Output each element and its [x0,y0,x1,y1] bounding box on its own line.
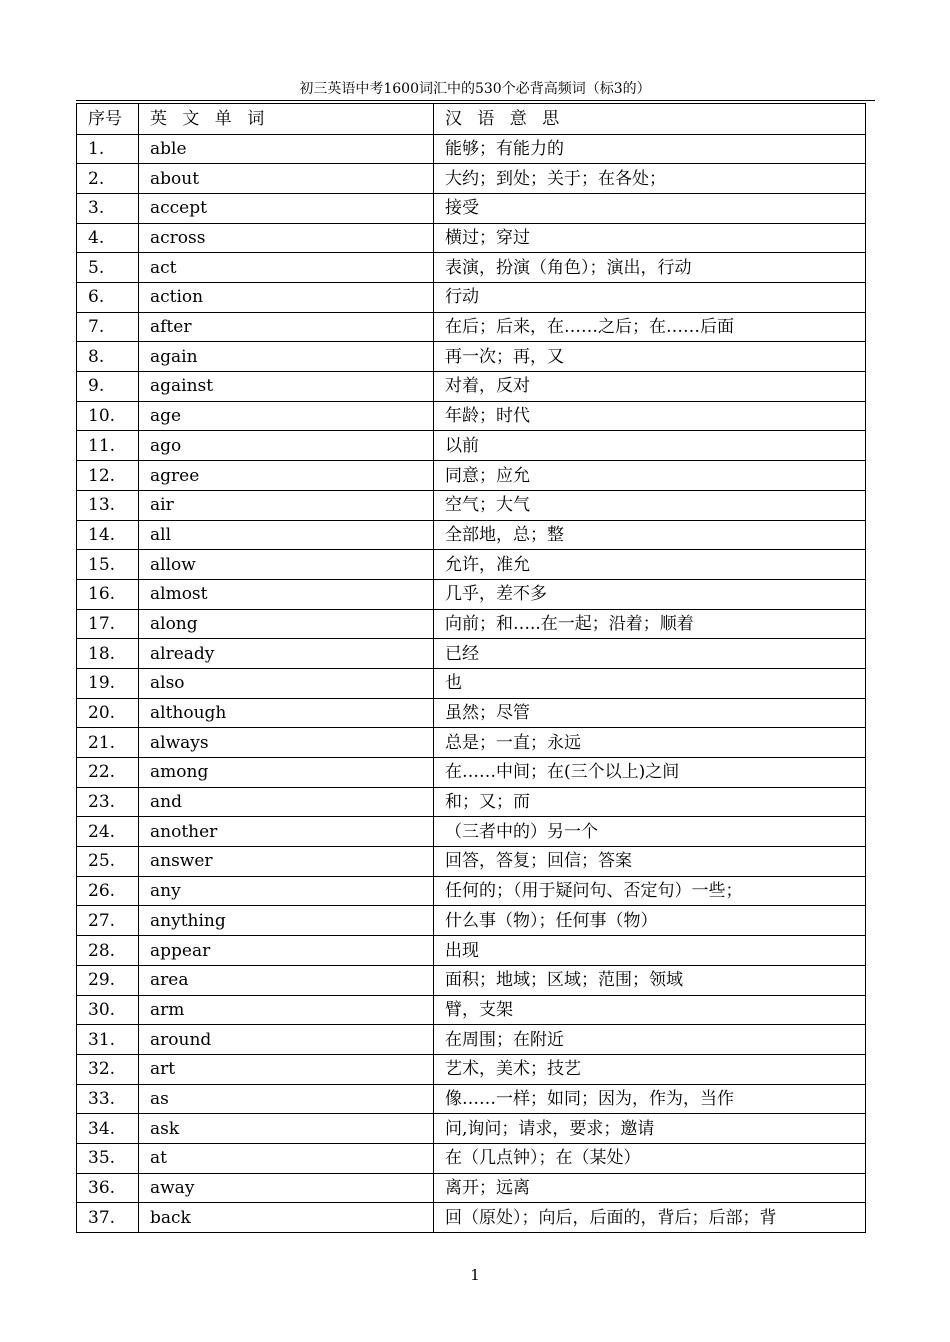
chinese-meaning: 已经 [434,639,866,669]
table-row [77,1114,866,1144]
row-number: 6. [77,283,139,313]
english-word: after [139,312,434,342]
english-word: art [139,1054,434,1084]
english-word: agree [139,461,434,491]
english-word: act [139,253,434,283]
chinese-meaning: 允许，准允 [434,550,866,580]
row-number: 26. [77,876,139,906]
chinese-meaning: 也 [434,668,866,698]
table-header-row [77,104,866,135]
vocabulary-table-body [77,104,866,1233]
vocabulary-table [76,103,866,1233]
row-number: 25. [77,847,139,877]
english-word: arm [139,995,434,1025]
english-word: back [139,1203,434,1233]
english-word: able [139,134,434,164]
row-number: 27. [77,906,139,936]
english-word: ask [139,1114,434,1144]
header-chinese-meaning: 汉 语 意 思 [434,104,866,135]
english-word: answer [139,847,434,877]
english-word: around [139,1025,434,1055]
page-number: 1 [470,1266,480,1284]
english-word: anything [139,906,434,936]
row-number: 5. [77,253,139,283]
chinese-meaning: 和；又；而 [434,787,866,817]
row-number: 3. [77,193,139,223]
english-word: action [139,283,434,313]
chinese-meaning: 回答，答复；回信；答案 [434,847,866,877]
table-row [77,223,866,253]
row-number: 1. [77,134,139,164]
chinese-meaning: 年龄；时代 [434,401,866,431]
row-number: 36. [77,1173,139,1203]
chinese-meaning: 出现 [434,936,866,966]
chinese-meaning: 问,询问；请求，要求；邀请 [434,1114,866,1144]
chinese-meaning: 在周围；在附近 [434,1025,866,1055]
table-row [77,876,866,906]
row-number: 4. [77,223,139,253]
chinese-meaning: 同意；应允 [434,461,866,491]
row-number: 32. [77,1054,139,1084]
row-number: 12. [77,461,139,491]
table-row [77,134,866,164]
table-row [77,1143,866,1173]
table-row [77,193,866,223]
table-row [77,312,866,342]
chinese-meaning: 总是；一直；永远 [434,728,866,758]
chinese-meaning: 回（原处）；向后，后面的，背后；后部；背 [434,1203,866,1233]
chinese-meaning: 离开；远离 [434,1173,866,1203]
header-number: 序号 [77,104,139,135]
chinese-meaning: 对着，反对 [434,372,866,402]
row-number: 31. [77,1025,139,1055]
chinese-meaning: 面积；地域；区域；范围；领域 [434,965,866,995]
english-word: appear [139,936,434,966]
table-row [77,1054,866,1084]
chinese-meaning: 在……中间；在(三个以上)之间 [434,758,866,788]
table-row [77,520,866,550]
english-word: area [139,965,434,995]
row-number: 22. [77,758,139,788]
english-word: also [139,668,434,698]
table-row [77,253,866,283]
table-row [77,1173,866,1203]
table-row [77,550,866,580]
table-row [77,1203,866,1233]
row-number: 29. [77,965,139,995]
chinese-meaning: 任何的；（用于疑问句、否定句）一些； [434,876,866,906]
chinese-meaning: 以前 [434,431,866,461]
english-word: almost [139,579,434,609]
english-word: again [139,342,434,372]
english-word: age [139,401,434,431]
row-number: 34. [77,1114,139,1144]
english-word: accept [139,193,434,223]
chinese-meaning: 几乎，差不多 [434,579,866,609]
table-row [77,1025,866,1055]
table-row [77,639,866,669]
table-row [77,372,866,402]
english-word: all [139,520,434,550]
row-number: 19. [77,668,139,698]
row-number: 15. [77,550,139,580]
chinese-meaning: 臂，支架 [434,995,866,1025]
english-word: any [139,876,434,906]
chinese-meaning: 全部地，总；整 [434,520,866,550]
table-row [77,283,866,313]
table-row [77,817,866,847]
row-number: 17. [77,609,139,639]
table-row [77,698,866,728]
header-rule [76,100,875,101]
table-row [77,1084,866,1114]
chinese-meaning: 再一次；再，又 [434,342,866,372]
table-row [77,787,866,817]
table-row [77,965,866,995]
english-word: among [139,758,434,788]
table-row [77,995,866,1025]
english-word: although [139,698,434,728]
row-number: 2. [77,164,139,194]
chinese-meaning: 虽然；尽管 [434,698,866,728]
row-number: 16. [77,579,139,609]
row-number: 14. [77,520,139,550]
chinese-meaning: 接受 [434,193,866,223]
row-number: 13. [77,490,139,520]
chinese-meaning: 大约；到处；关于；在各处； [434,164,866,194]
english-word: against [139,372,434,402]
chinese-meaning: 行动 [434,283,866,313]
english-word: always [139,728,434,758]
chinese-meaning: 横过；穿过 [434,223,866,253]
row-number: 8. [77,342,139,372]
table-row [77,401,866,431]
row-number: 37. [77,1203,139,1233]
english-word: at [139,1143,434,1173]
english-word: about [139,164,434,194]
row-number: 33. [77,1084,139,1114]
chinese-meaning: 艺术，美术；技艺 [434,1054,866,1084]
header-english-word: 英 文 单 词 [139,104,434,135]
table-row [77,164,866,194]
table-row [77,609,866,639]
english-word: across [139,223,434,253]
table-row [77,936,866,966]
table-row [77,461,866,491]
document-title: 初三英语中考1600词汇中的530个必背高频词（标3的） [299,81,651,97]
row-number: 21. [77,728,139,758]
english-word: allow [139,550,434,580]
row-number: 35. [77,1143,139,1173]
english-word: as [139,1084,434,1114]
chinese-meaning: 能够；有能力的 [434,134,866,164]
row-number: 20. [77,698,139,728]
chinese-meaning: 像……一样；如同；因为，作为，当作 [434,1084,866,1114]
english-word: air [139,490,434,520]
english-word: and [139,787,434,817]
chinese-meaning: （三者中的）另一个 [434,817,866,847]
row-number: 10. [77,401,139,431]
english-word: ago [139,431,434,461]
english-word: along [139,609,434,639]
chinese-meaning: 在后；后来，在……之后；在……后面 [434,312,866,342]
table-row [77,490,866,520]
chinese-meaning: 什么事（物）；任何事（物） [434,906,866,936]
english-word: another [139,817,434,847]
table-row [77,342,866,372]
table-row [77,906,866,936]
row-number: 18. [77,639,139,669]
english-word: away [139,1173,434,1203]
table-row [77,758,866,788]
table-row [77,668,866,698]
table-row [77,847,866,877]
row-number: 7. [77,312,139,342]
chinese-meaning: 表演，扮演（角色）；演出，行动 [434,253,866,283]
table-row [77,728,866,758]
row-number: 24. [77,817,139,847]
chinese-meaning: 在（几点钟）；在（某处） [434,1143,866,1173]
table-row [77,579,866,609]
english-word: already [139,639,434,669]
chinese-meaning: 空气；大气 [434,490,866,520]
row-number: 28. [77,936,139,966]
table-row [77,431,866,461]
row-number: 11. [77,431,139,461]
row-number: 9. [77,372,139,402]
chinese-meaning: 向前；和…..在一起；沿着；顺着 [434,609,866,639]
row-number: 23. [77,787,139,817]
row-number: 30. [77,995,139,1025]
